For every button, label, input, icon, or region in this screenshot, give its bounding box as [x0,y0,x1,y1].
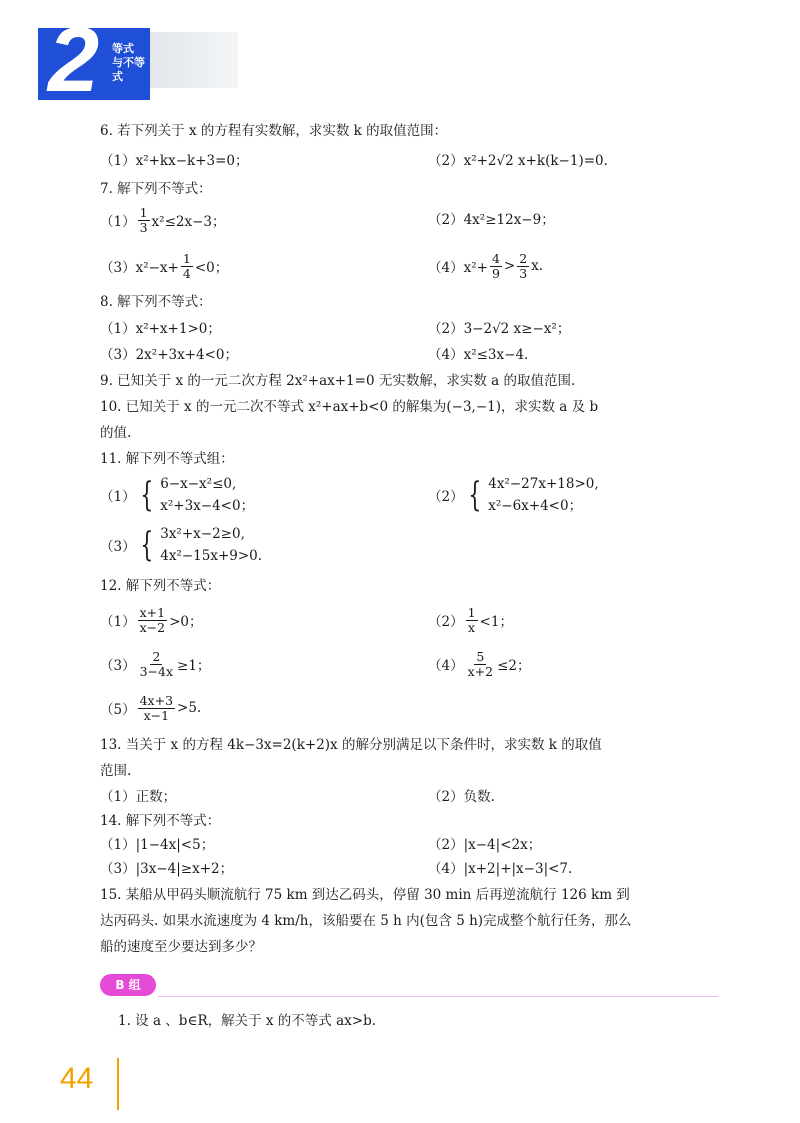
chapter-title: 等式 与不等式 [112,42,145,83]
q11-system1: （1） { 6−x−x²≤0, x²+3x−4<0； [100,475,255,515]
q13-part2: （2）负数. [428,789,495,805]
q15-line1: 15. 某船从甲码头顺流航行 75 km 到达乙码头，停留 30 min 后再逆流航行 126 km 到 [100,887,630,903]
badge-block [38,9,150,111]
q8-part1: （1）x²+x+1>0； [100,321,221,337]
page-number-divider [117,1058,119,1110]
equation-system: { 6−x−x²≤0, x²+3x−4<0； [139,475,255,515]
q14-part3: （3）|3x−4|≥x+2； [100,861,234,877]
q13-part1: （1）正数； [100,789,177,805]
q8-part3: （3）2x²+3x+4<0； [100,347,239,363]
q11-system2: （2） { 4x²−27x+18>0, x²−6x+4<0； [428,475,599,515]
q7-part4: （4）x²+ $\frac{4}{9}$ > $\frac{2}{3}$ x. [428,250,544,281]
q13-line2: 范围. [100,763,132,779]
q8-part2: （2）3−2√2 x≥−x²； [428,321,571,337]
group-divider [158,996,718,997]
fraction: $\frac{4x+3}{x-1}$ [139,692,174,723]
q6-part2: （2）x²+2√2 x+k(k−1)=0. [428,153,608,169]
fraction: $\frac{2}{3}$ [519,250,528,281]
fraction: $\frac{1}{4}$ [182,250,191,281]
fraction: $\frac{5}{x+2}$ [467,648,494,679]
q14-part1: （1）|1−4x|<5； [100,837,215,853]
chapter-badge [38,9,238,111]
q7-part2: （2）4x²≥12x−9； [428,212,555,228]
q12-part5: （5） $\frac{4x+3}{x-1}$ >5. [100,692,202,723]
b-question-1: 1. 设 a 、b∈R，解关于 x 的不等式 ax>b. [118,1013,376,1029]
q10-line2: 的值. [100,425,132,441]
q7-part3: （3）x²−x+ $\frac{1}{4}$ <0； [100,250,229,281]
q7-part1: （1） $\frac{1}{3}$ x²≤2x−3； [100,204,226,235]
q9: 9. 已知关于 x 的一元二次方程 2x²+ax+1=0 无实数解，求实数 a 的取值范围. [100,373,576,389]
group-b-label: B 组 [100,974,156,996]
q12-head: 12. 解下列不等式： [100,578,221,594]
q6-head: 6. 若下列关于 x 的方程有实数解，求实数 k 的取值范围： [100,123,448,139]
fraction: $\frac{x+1}{x-2}$ [139,604,166,635]
chapter-number: 2 [48,9,100,111]
q11-head: 11. 解下列不等式组： [100,451,234,467]
q6-part1: （1）x²+kx−k+3=0； [100,153,249,169]
q12-part2: （2） $\frac{1}{x}$ <1； [428,604,513,635]
q11-system3: （3） { 3x²+x−2≥0, 4x²−15x+9>0. [100,525,263,565]
equation-system: { 3x²+x−2≥0, 4x²−15x+9>0. [139,525,263,565]
fraction: $\frac{1}{3}$ [139,204,148,235]
q8-head: 8. 解下列不等式： [100,294,212,310]
q14-part4: （4）|x+2|+|x−3|<7. [428,861,573,877]
q12-part4: （4） $\frac{5}{x+2}$ ≤2； [428,648,531,679]
q14-head: 14. 解下列不等式： [100,813,221,829]
page-number: 44 [60,1062,94,1095]
q13-line1: 13. 当关于 x 的方程 4k−3x=2(k+2)x 的解分别满足以下条件时，求实数 k 的取值 [100,737,602,753]
equation-system: { 4x²−27x+18>0, x²−6x+4<0； [467,475,599,515]
q8-part4: （4）x²≤3x−4. [428,347,529,363]
q12-part3: （3） $\frac{2}{3-4x}$ ≥1； [100,648,211,679]
q12-part1: （1） $\frac{x+1}{x-2}$ >0； [100,604,203,635]
fraction: $\frac{4}{9}$ [491,250,500,281]
q14-part2: （2）|x−4|<2x； [428,837,542,853]
q15-line3: 船的速度至少要达到多少？ [100,939,262,955]
fraction: $\frac{1}{x}$ [467,604,476,635]
q15-line2: 达丙码头. 如果水流速度为 4 km/h，该船要在 5 h 内(包含 5 h)完成整个航行任务，那么 [100,913,632,929]
q10-line1: 10. 已知关于 x 的一元二次不等式 x²+ax+b<0 的解集为(−3,−1)，求实数 a 及 b [100,399,599,415]
q7-head: 7. 解下列不等式： [100,181,212,197]
fraction: $\frac{2}{3-4x}$ [139,648,174,679]
